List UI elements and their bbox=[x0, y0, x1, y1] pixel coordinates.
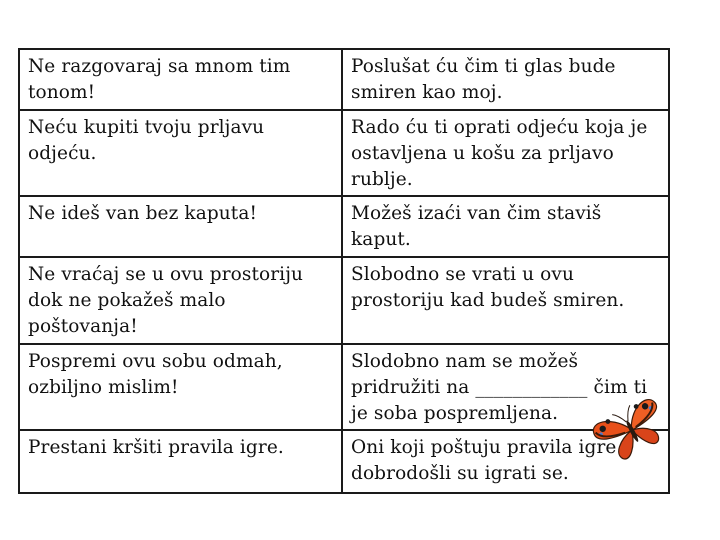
negative-phrase-cell: Pospremi ovu sobu odmah, ozbiljno mislim! bbox=[19, 344, 342, 431]
table-row bbox=[19, 257, 669, 344]
negative-phrase-cell: Prestani kršiti pravila igre. bbox=[19, 430, 342, 493]
positive-phrase-cell: Poslušat ću čim ti glas bude smiren kao moj. bbox=[342, 49, 669, 110]
negative-phrase-cell: Ne razgovaraj sa mnom tim tonom! bbox=[19, 49, 342, 110]
negative-phrase-cell: Neću kupiti tvoju prljavu odjeću. bbox=[19, 110, 342, 197]
table-row bbox=[19, 430, 669, 493]
positive-phrase-cell: Slobodno se vrati u ovu prostoriju kad budeš smiren. bbox=[342, 257, 669, 344]
negative-phrase-cell: Ne vraćaj se u ovu prostoriju dok ne pokažeš malo poštovanja! bbox=[19, 257, 342, 344]
positive-phrase-cell: Oni koji poštuju pravila igre dobrodošli su igrati se. bbox=[342, 430, 669, 493]
butterfly-icon bbox=[590, 398, 670, 460]
positive-phrase-cell: Rado ću ti oprati odjeću koja je ostavljena u košu za prljavo rublje. bbox=[342, 110, 669, 197]
table-row bbox=[19, 49, 669, 110]
positive-phrase-cell: Možeš izaći van čim staviš kaput. bbox=[342, 196, 669, 257]
negative-phrase-cell: Ne ideš van bez kaputa! bbox=[19, 196, 342, 257]
table-row bbox=[19, 196, 669, 257]
table-row bbox=[19, 344, 669, 431]
positive-phrase-cell: Slodobno nam se možeš pridružiti na ____________ čim ti je soba pospremljena. bbox=[342, 344, 669, 431]
table-row bbox=[19, 110, 669, 197]
phrases-table bbox=[18, 48, 670, 494]
